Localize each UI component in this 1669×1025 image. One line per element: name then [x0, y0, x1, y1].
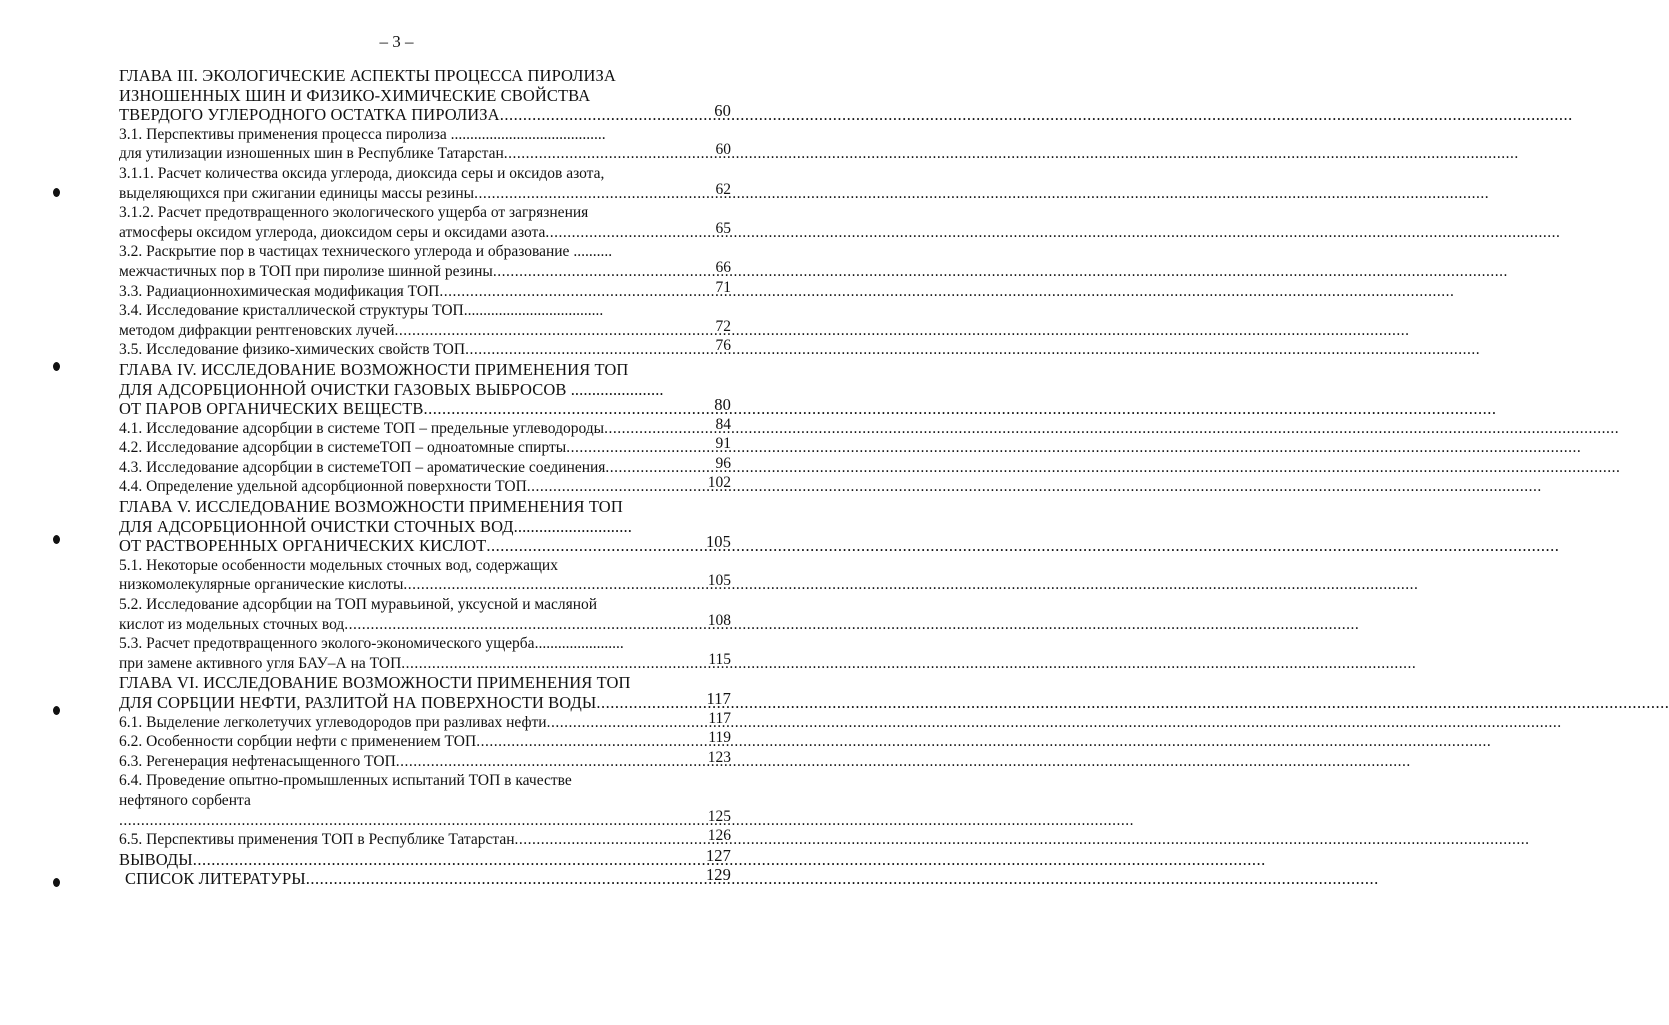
toc-entry-title: низкомолекулярные органические кислоты: [119, 576, 404, 594]
toc-entry-page-number: 126: [707, 827, 731, 845]
toc-entry-title-line: 5.2. Исследование адсорбции на ТОП муравьиной, уксусной и масляной: [119, 596, 598, 614]
dot-leader: [395, 321, 714, 341]
toc-entry-last-line: [119, 650, 731, 674]
toc-entry-last-line: [119, 435, 731, 458]
toc-entry-last-line: [119, 278, 731, 302]
toc-entry: [119, 278, 731, 302]
toc-entry-last-line: [119, 101, 731, 125]
dot-leader: [306, 869, 704, 889]
toc-entry-title: 6.2. Особенности сорбции нефти с применением ТОП: [119, 733, 477, 751]
toc-entry-last-line: [119, 337, 731, 360]
toc-entry-title-line: ГЛАВА VI. ИССЛЕДОВАНИЕ ВОЗМОЖНОСТИ ПРИМЕНЕНИЯ ТОП: [119, 673, 631, 693]
toc-entry-last-line: [119, 611, 731, 635]
toc-entry-page-number: 125: [707, 807, 731, 825]
dot-leader: [605, 458, 713, 478]
dot-leader: [396, 752, 706, 772]
toc-entry-last-line: [119, 689, 731, 713]
dot-leader: [566, 438, 713, 458]
toc-entry-last-line: [119, 807, 731, 831]
toc-entry-page-number: 72: [715, 317, 731, 335]
toc-entry-title-line: 5.1. Некоторые особенности модельных сточных вод, содержащих: [119, 556, 558, 574]
toc-entry-title: кислот из модельных сточных вод: [119, 615, 345, 633]
dot-leader: [596, 693, 704, 713]
toc-entry-title-line: 3.4. Исследование кристаллической структуры ТОП....................................: [119, 302, 604, 320]
toc-entry-title: межчастичных пор в ТОП при пиролизе шинной резины: [119, 262, 493, 280]
margin-dot-4: [53, 706, 60, 715]
toc-entry-title: СПИСОК ЛИТЕРАТУРЫ: [125, 869, 306, 889]
dot-leader: [465, 340, 713, 360]
toc-entry-title: для утилизации изношенных шин в Республике Татарстан: [119, 145, 504, 163]
toc-entry-title: выделяющихся при сжигании единицы массы резины: [119, 184, 475, 202]
margin-dot-5: [53, 878, 60, 887]
toc-entry-title: 4.1. Исследование адсорбции в системе ТОП – предельные углеводороды: [119, 419, 605, 437]
toc-entry-title: при замене активного угля БАУ–А на ТОП: [119, 654, 402, 672]
toc-entry-page-number: 60: [715, 141, 731, 159]
toc-entry-page-number: 127: [705, 845, 731, 865]
toc-entry: [119, 845, 731, 870]
dot-leader: [604, 419, 713, 439]
toc-entry-last-line: [119, 141, 731, 164]
toc-entry-page-number: 76: [715, 337, 731, 355]
toc-entry-title: методом дифракции рентгеновских лучей: [119, 321, 395, 339]
dot-leader: [527, 477, 706, 497]
toc-entry-title-line: 6.4. Проведение опытно-промышленных испытаний ТОП в качестве: [119, 772, 572, 790]
toc-entry-last-line: [119, 474, 731, 497]
dot-leader: [500, 105, 713, 125]
toc-entry-title: 4.4. Определение удельной адсорбционной поверхности ТОП: [119, 478, 527, 496]
toc-entry: [119, 203, 731, 242]
toc-entry-last-line: [119, 395, 731, 419]
toc-entry-title: 4.3. Исследование адсорбции в системеТОП – ароматические соединения: [119, 458, 606, 476]
toc-entry-title-line: ДЛЯ АДСОРБЦИОННОЙ ОЧИСТКИ СТОЧНЫХ ВОД............................: [119, 516, 632, 536]
dot-leader: [515, 830, 706, 850]
toc-entry-page-number: 117: [706, 689, 731, 708]
toc-entry-last-line: [119, 709, 731, 733]
toc-entry: [119, 729, 731, 752]
dot-leader: [401, 654, 706, 674]
toc-entry: [119, 164, 731, 203]
toc-entry-page-number: 129: [705, 865, 731, 885]
toc-entry-page-number: 71: [715, 278, 731, 296]
toc-entry-title-line: 3.1. Перспективы применения процесса пиролиза ........................................: [119, 125, 606, 143]
dot-leader: [439, 282, 713, 302]
toc-entry-title-line: 3.1.1. Расчет количества оксида углерода, диоксида серы и оксидов азота,: [119, 164, 605, 182]
toc-entry-page-number: 91: [715, 435, 731, 453]
dot-leader: [493, 262, 714, 282]
toc-entry-title-line: 3.2. Раскрытие пор в частицах технического углерода и образование ..........: [119, 243, 613, 261]
toc-entry-page-number: 102: [707, 474, 731, 492]
toc-entry-page-number: 105: [707, 572, 731, 590]
toc-entry-last-line: [119, 317, 731, 341]
toc-entry-title: ОТ ПАРОВ ОРГАНИЧЕСКИХ ВЕЩЕСТВ: [119, 399, 424, 419]
toc-entry-last-line: [119, 258, 731, 282]
toc-entry-title: 3.3. Радиационнохимическая модификация ТОП: [119, 282, 440, 300]
toc-entry-title: 6.3. Регенерация нефтенасыщенного ТОП: [119, 752, 396, 770]
toc-entry-page-number: 66: [715, 258, 731, 276]
dot-leader: [547, 713, 707, 733]
page-number: – 3 –: [379, 32, 414, 51]
toc-entry-title: ОТ РАСТВОРЕННЫХ ОРГАНИЧЕСКИХ КИСЛОТ: [119, 536, 487, 556]
toc-entry-title: 4.2. Исследование адсорбции в системеТОП – одноатомные спирты: [119, 439, 567, 457]
toc-entry-page-number: 96: [715, 454, 731, 472]
toc-entry-title-line: 3.1.2. Расчет предотвращенного экологического ущерба от загрязнения: [119, 204, 589, 222]
toc-entry-title-line: ГЛАВА V. ИССЛЕДОВАНИЕ ВОЗМОЖНОСТИ ПРИМЕНЕНИЯ ТОП: [119, 497, 623, 517]
toc-entry-last-line: [119, 180, 731, 204]
toc-entry: [119, 125, 731, 164]
toc-entry-page-number: 65: [715, 219, 731, 237]
dot-leader: [119, 811, 706, 831]
toc-entry: [119, 748, 731, 772]
dot-leader: [344, 615, 705, 635]
toc-entry-title: ДЛЯ СОРБЦИИ НЕФТИ, РАЗЛИТОЙ НА ПОВЕРХНОСТИ ВОДЫ: [119, 693, 597, 712]
toc-entry: [119, 415, 731, 439]
toc-entry-last-line: [119, 454, 731, 478]
toc-entry-page-number: 108: [707, 611, 731, 629]
toc-entry-title: ВЫВОДЫ: [119, 849, 193, 869]
toc-entry-last-line: [119, 845, 731, 870]
toc-entry-page-number: 60: [714, 101, 731, 121]
dot-leader: [403, 575, 705, 595]
toc-entry-page-number: 105: [705, 532, 731, 552]
dot-leader: [474, 184, 713, 204]
toc-entry: [119, 595, 731, 634]
toc-entry-page-number: 119: [708, 729, 731, 747]
dot-leader: [545, 223, 713, 243]
toc-entry-title: атмосферы оксидом углерода, диоксидом серы и оксидами азота: [119, 223, 546, 241]
toc-entry: [119, 709, 731, 733]
toc-entry-title-line: ГЛАВА III. ЭКОЛОГИЧЕСКИЕ АСПЕКТЫ ПРОЦЕССА ПИРОЛИЗА: [119, 66, 616, 85]
toc-entry-last-line: [119, 729, 731, 752]
margin-dot-1: [53, 188, 60, 197]
dot-leader: [476, 732, 706, 752]
toc-entry-title: ТВЕРДОГО УГЛЕРОДНОГО ОСТАТКА ПИРОЛИЗА: [119, 105, 500, 125]
toc-entry-page-number: 62: [715, 180, 731, 198]
toc-entry: [119, 435, 731, 458]
toc-entry: [119, 556, 731, 595]
toc-entry-last-line: [119, 532, 731, 556]
dot-leader: [424, 399, 713, 419]
toc-entry: [119, 360, 731, 419]
toc-entry-title-line: 5.3. Расчет предотвращенного эколого-экономического ущерба.......................: [119, 635, 624, 653]
margin-dot-3: [53, 535, 60, 544]
toc-entry-last-line: [119, 748, 731, 772]
toc-entry-title-line: ДЛЯ АДСОРБЦИОННОЙ ОЧИСТКИ ГАЗОВЫХ ВЫБРОСОВ ......................: [119, 379, 664, 399]
dot-leader: [486, 536, 704, 556]
toc-entry-title-line: нефтяного сорбента: [119, 791, 251, 809]
toc-entry-page-number: 115: [708, 650, 731, 668]
margin-dot-2: [53, 362, 60, 371]
toc-entry-title: 6.5. Перспективы применения ТОП в Республике Татарстан: [119, 831, 515, 849]
toc-entry: [119, 474, 731, 497]
toc-entry: [119, 771, 731, 830]
toc-entry-last-line: [119, 865, 731, 889]
toc-entry: [119, 242, 731, 281]
toc-entry: [119, 301, 731, 340]
toc-entry-page-number: 117: [708, 709, 731, 727]
toc-entry: [119, 66, 731, 125]
toc-entry: [119, 634, 731, 673]
toc-entry: [119, 497, 731, 556]
toc-entry-title: 6.1. Выделение легколетучих углеводородов при разливах нефти: [119, 713, 547, 731]
toc-entry-title: 3.5. Исследование физико-химических свойств ТОП: [119, 341, 466, 359]
toc-entry-page-number: 84: [715, 415, 731, 433]
toc-entry-last-line: [119, 827, 731, 850]
toc-entry: [119, 827, 731, 850]
toc-entry: [119, 673, 731, 712]
toc-entry-last-line: [119, 219, 731, 243]
toc-entry-page-number: 80: [714, 395, 731, 415]
table-of-contents: [119, 66, 731, 889]
toc-entry: [119, 865, 731, 889]
toc-entry-last-line: [119, 415, 731, 439]
toc-entry-title-line: ИЗНОШЕННЫХ ШИН И ФИЗИКО-ХИМИЧЕСКИЕ СВОЙСТВА: [119, 85, 591, 105]
toc-entry-last-line: [119, 572, 731, 595]
dot-leader: [504, 144, 714, 164]
toc-entry-page-number: 123: [707, 748, 731, 766]
dot-leader: [193, 850, 704, 870]
toc-entry: [119, 337, 731, 360]
toc-entry: [119, 454, 731, 478]
toc-entry-title-line: ГЛАВА IV. ИССЛЕДОВАНИЕ ВОЗМОЖНОСТИ ПРИМЕНЕНИЯ ТОП: [119, 359, 629, 379]
